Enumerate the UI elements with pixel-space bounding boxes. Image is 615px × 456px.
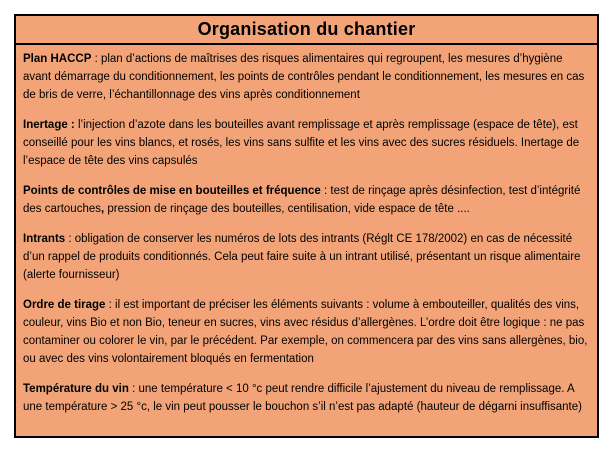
table-title-row [16, 16, 597, 45]
paragraph-temperature-du-vin [23, 380, 589, 416]
paragraph-term: Température du vin [23, 383, 129, 395]
table-title: Organisation du chantier [197, 19, 416, 39]
paragraph-term: Intrants [23, 233, 66, 245]
paragraph-text: : une température < 10 °c peut rendre difficile l’ajustement du niveau de remplissage. A une température > 25 °c, le vin peut pousser le bouchon s’il n’est pas adapté (hauteur de dégarni insuffisante) [23, 383, 582, 413]
organisation-table [14, 14, 599, 438]
paragraph-text: : il est important de préciser les éléments suivants : volume à embouteiller, qualités des vins, couleur, vins Bio et non Bio, teneur en sucres, vins avec résidus d’allergènes. L’ordre doit être logique : ne pas contaminer ou colorer le vin, par le précédent. Par exemple, on commencera par des vins sans allergènes, bio, ou avec des vins volontairement bloqués en fermentation [23, 299, 588, 365]
paragraph-intrants [23, 230, 589, 284]
paragraph-plan-haccp [23, 50, 589, 104]
paragraph-text: : obligation de conserver les numéros de lots des intrants (Réglt CE 178/2002) en cas de nécessité d’un rappel de produits conditionnés. Cela peut faire suite à un intrant utilisé, présentant un risque alimentaire (alerte fournisseur) [23, 233, 581, 281]
paragraph-text: pression de rinçage des bouteilles, centilisation, vide espace de tête .... [104, 203, 470, 215]
paragraph-text: l’injection d’azote dans les bouteilles avant remplissage et après remplissage (espace de tête), est conseillé pour les vins blancs, et rosés, les vins sans sulfite et les vins avec des sucres résiduels. Inertage de l’espace de tête des vins capsulés [23, 119, 580, 167]
paragraph-text: : plan d’actions de maîtrises des risques alimentaires qui regroupent, les mesures d’hygiène avant démarrage du conditionnement, les points de contrôles pendant le conditionnement, les mesures en cas de bris de verre, l’échantillonnage des vins après conditionnement [23, 53, 585, 101]
paragraph-term: Points de contrôles de mise en bouteilles et fréquence [23, 185, 321, 197]
paragraph-term: Plan HACCP [23, 53, 92, 65]
paragraph-term: Ordre de tirage [23, 299, 106, 311]
paragraph-text: : test de rinçage après désinfection, test d’intégrité des cartouches [23, 185, 581, 215]
paragraph-ordre-de-tirage [23, 296, 589, 368]
paragraph-term: Inertage : [23, 119, 75, 131]
paragraph-term: , [101, 203, 105, 215]
table-body [16, 45, 597, 416]
paragraph-inertage [23, 116, 589, 170]
paragraph-points-de-controles [23, 182, 589, 218]
